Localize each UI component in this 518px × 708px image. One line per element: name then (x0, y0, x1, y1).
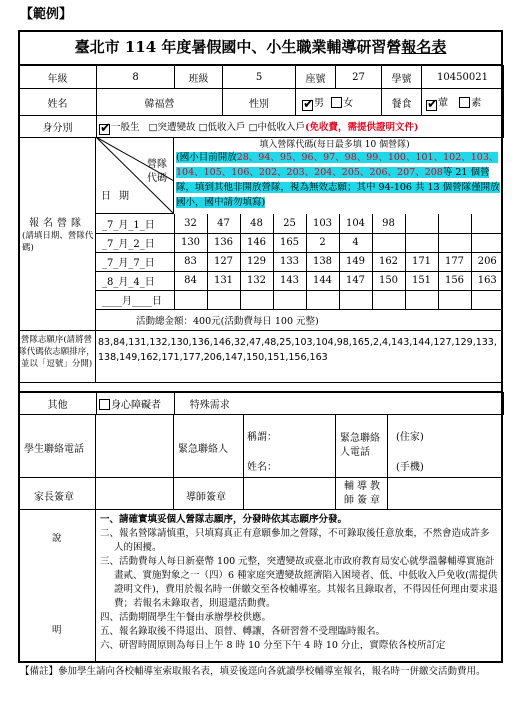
identity-label: 身分別 (19, 116, 97, 138)
note-item: 一、請確實填妥個人營隊志願序，分發時依其志願序分發。 (100, 514, 348, 525)
meat-checkbox[interactable]: ✔ (427, 96, 438, 112)
schedule-row (96, 290, 503, 309)
camp-code-cell[interactable] (372, 290, 405, 309)
camp-code-cell[interactable] (471, 233, 503, 252)
notes-label-top: 說 (52, 533, 62, 544)
camp-code-cell[interactable]: 147 (339, 271, 372, 290)
signature-section (18, 478, 503, 510)
camp-code-cell[interactable]: 130 (174, 233, 207, 252)
mobile-phone-label: (手機) (396, 462, 424, 473)
camp-code-cell[interactable] (372, 233, 405, 252)
camp-code-cell[interactable]: 206 (471, 252, 503, 271)
schedule-header: 填入營隊代碼(每日最多填 10 個營隊) (259, 140, 410, 150)
female-label: 女 (343, 97, 354, 109)
name-value[interactable]: 韓福營 (97, 89, 223, 116)
camp-code-cell[interactable]: 25 (273, 214, 306, 233)
priority-section (18, 331, 503, 383)
camp-code-cell[interactable]: 131 (207, 271, 240, 290)
seat-value[interactable]: 27 (336, 66, 382, 89)
camp-code-cell[interactable]: 98 (372, 214, 405, 233)
camp-code-cell[interactable]: 149 (339, 252, 372, 271)
schedule-label-cell (18, 137, 96, 331)
schedule-row (96, 252, 503, 271)
emergency-phone-label: 緊急聯絡人電話 (340, 433, 380, 458)
disability-option: 身心障礙者 (97, 393, 175, 415)
camp-code-cell[interactable]: 177 (438, 252, 471, 271)
camp-code-cell[interactable] (405, 233, 438, 252)
schedule-date[interactable]: _7_月_2_日 (96, 233, 174, 252)
student-phone-label: 學生聯絡電話 (24, 444, 84, 455)
grade-value[interactable]: 8 (97, 66, 175, 89)
director-sign-label: 導師簽章 (186, 492, 226, 503)
camp-code-cell[interactable]: 171 (405, 252, 438, 271)
meat-label: 葷 (438, 97, 448, 109)
camp-code-cell[interactable] (438, 290, 471, 309)
parent-sign-label: 家長簽章 (34, 492, 74, 503)
emergency-option[interactable]: □突遭變故 (148, 121, 196, 133)
identity-row (18, 115, 504, 138)
note-item: 四、活動期間學生午餐由承辦學校供應。 (100, 612, 272, 623)
basic-info-row (18, 65, 504, 89)
camp-code-cell[interactable]: 150 (372, 271, 405, 290)
camp-code-grid (96, 214, 503, 310)
camp-code-cell[interactable] (405, 290, 438, 309)
camp-code-cell[interactable] (438, 233, 471, 252)
note-item: 六、研習時間原則為每日上午 8 時 10 分至下午 4 時 10 分止，實際依各校所訂定 (100, 640, 446, 651)
camp-code-cell[interactable]: 156 (438, 271, 471, 290)
camp-code-cell[interactable]: 104 (339, 214, 372, 233)
camp-schedule (18, 137, 503, 331)
camp-code-cell[interactable] (471, 214, 503, 233)
camp-code-cell[interactable]: 165 (273, 233, 306, 252)
schedule-content (96, 137, 503, 331)
male-checkbox[interactable]: ✔ (303, 96, 314, 112)
camp-code-cell[interactable]: 47 (207, 214, 240, 233)
mid-low-income-option[interactable]: □中低收入戶 (248, 121, 306, 133)
grade-label: 年級 (19, 66, 97, 89)
identity-options (97, 116, 504, 138)
disability-checkbox[interactable] (99, 399, 110, 410)
camp-code-cell[interactable]: 132 (240, 271, 273, 290)
veg-checkbox[interactable] (459, 97, 470, 108)
note-item: 三、活動費每人每日新臺幣 100 元整，突遭變故或臺北市政府教育局安心就學溫馨輔導實施計畫貳、實施對象之一（四）6 種家庭突遭變故經濟陷入困境者、低、中低收入戶免收(需提供證明文件)，費用於報名時一併繳交至各校輔導室。其報名且錄取者，不得因任何理由要求退費；若報名未錄取者，則退還活動費。 (100, 556, 498, 609)
emergency-contact-label: 緊急聯絡人 (178, 444, 228, 455)
total-fee: 活動總金額：400元(活動費每日 100 元整) (136, 316, 319, 327)
diag-code-1: 營隊 (147, 159, 167, 170)
meal-label: 餐食 (382, 89, 422, 116)
camp-code-cell[interactable]: 103 (306, 214, 339, 233)
schedule-date[interactable]: ____月____日 (96, 290, 174, 309)
diag-date: 日期 (101, 191, 137, 202)
schedule-row (96, 214, 503, 233)
remark: 【備註】參加學生請向各校輔導室索取報名表，填妥後逕向各就讀學校輔導室報名，報名時一併繳交活動費用。 (20, 666, 486, 677)
spacer-row (18, 383, 503, 392)
counselor-sign-label: 輔導教師簽章 (344, 481, 383, 506)
priority-value[interactable]: 83,84,131,132,130,136,146,32,47,48,25,103,104,98,165,2,4,143,144,127,129,133,138,149,162,171,177,206,147,150,151,156,163 (98, 337, 497, 363)
male-label: 男 (314, 97, 324, 109)
student-id-value[interactable]: 10450021 (422, 66, 504, 89)
schedule-date[interactable]: _7_月_1_日 (96, 214, 174, 233)
camp-code-cell[interactable] (438, 214, 471, 233)
note-item: 二、報名營隊請慎重，只填寫真正有意願參加之營隊，不可錄取後任意放棄，不然會造成許多人的困擾。 (100, 528, 490, 553)
veg-label: 素 (471, 97, 482, 109)
camp-code-cell[interactable]: 151 (405, 271, 438, 290)
camp-code-cell[interactable]: 32 (174, 214, 207, 233)
camp-code-cell[interactable] (306, 290, 339, 309)
camp-code-cell[interactable]: 162 (372, 252, 405, 271)
camp-code-cell[interactable] (273, 290, 306, 309)
contact-section (18, 414, 503, 478)
camp-code-cell[interactable]: 138 (306, 252, 339, 271)
camp-code-cell[interactable]: 127 (207, 252, 240, 271)
camp-code-cell[interactable]: 163 (471, 271, 503, 290)
camp-code-cell[interactable]: 4 (339, 233, 372, 252)
open-codes-note: (國小目前開放28、94、95、96、97、98、99、100、101、102、103、104、105、106、202、203、204、205、206、207、208等 21 個營隊，填到其他非開放營隊，視為無效志願；其中 94-106 共 13 個營隊僅開放國小，國中請勿填寫) (176, 152, 500, 208)
relation-label: 稱謂： (247, 432, 277, 443)
home-phone-label: (住家) (396, 432, 424, 443)
name-row (18, 88, 504, 116)
schedule-row (96, 233, 503, 252)
camp-code-cell[interactable] (471, 290, 503, 309)
camp-code-cell[interactable] (405, 214, 438, 233)
other-label: 其他 (19, 393, 97, 415)
schedule-date[interactable]: _7_月_7_日 (96, 252, 174, 271)
notes-body (100, 513, 498, 653)
form-title: 臺北市 114 年度暑假國中、小生職業輔導研習營報名表 (18, 30, 503, 65)
schedule-row (96, 271, 503, 290)
class-label: 班級 (175, 66, 223, 89)
gender-options (296, 89, 382, 116)
general-label: 一般生 (111, 121, 140, 133)
camp-code-cell[interactable] (240, 290, 273, 309)
other-row (18, 392, 504, 415)
notes-section (18, 510, 503, 663)
camp-code-cell[interactable]: 83 (174, 252, 207, 271)
camp-code-cell[interactable]: 136 (207, 233, 240, 252)
female-checkbox[interactable] (331, 97, 342, 108)
special-value[interactable] (245, 393, 504, 415)
student-id-label: 學號 (382, 66, 422, 89)
special-label: 特殊需求 (175, 393, 245, 415)
camp-code-cell[interactable]: 133 (273, 252, 306, 271)
free-note: (免收費，需提供證明文件) (305, 121, 419, 133)
schedule-date[interactable]: _8_月_4_日 (96, 271, 174, 290)
low-income-option[interactable]: □低收入戶 (198, 121, 246, 133)
meal-options (422, 89, 504, 116)
schedule-label: 報名營隊 (29, 218, 85, 229)
camp-code-cell[interactable]: 84 (174, 271, 207, 290)
camp-code-cell[interactable]: 146 (240, 233, 273, 252)
camp-code-cell[interactable]: 2 (306, 233, 339, 252)
gender-label: 性別 (223, 89, 296, 116)
priority-label: 營隊志願序(請將營隊代碼依志願排序，並以「逗號」分開) (18, 331, 96, 383)
note-item: 五、報名錄取後不得退出、頂替、轉讓，各研習營不受理臨時報名。 (100, 626, 386, 637)
notes-label-bottom: 明 (52, 625, 62, 636)
camp-code-cell[interactable]: 48 (240, 214, 273, 233)
sample-label: 【範例】 (20, 7, 73, 22)
camp-code-cell[interactable] (207, 290, 240, 309)
seat-label: 座號 (296, 66, 336, 89)
camp-code-cell[interactable]: 129 (240, 252, 273, 271)
diag-code-2: 代碼 (147, 173, 167, 184)
class-value[interactable]: 5 (223, 66, 296, 89)
name-label: 姓名 (19, 89, 97, 116)
camp-code-cell[interactable] (174, 290, 207, 309)
general-checkbox[interactable]: ✔ (100, 120, 111, 136)
schedule-sublabel: (請填日期、營隊代碼) (22, 231, 94, 253)
camp-code-cell[interactable]: 144 (306, 271, 339, 290)
emergency-name-label: 姓名： (247, 462, 277, 473)
camp-code-cell[interactable]: 143 (273, 271, 306, 290)
camp-code-cell[interactable] (339, 290, 372, 309)
